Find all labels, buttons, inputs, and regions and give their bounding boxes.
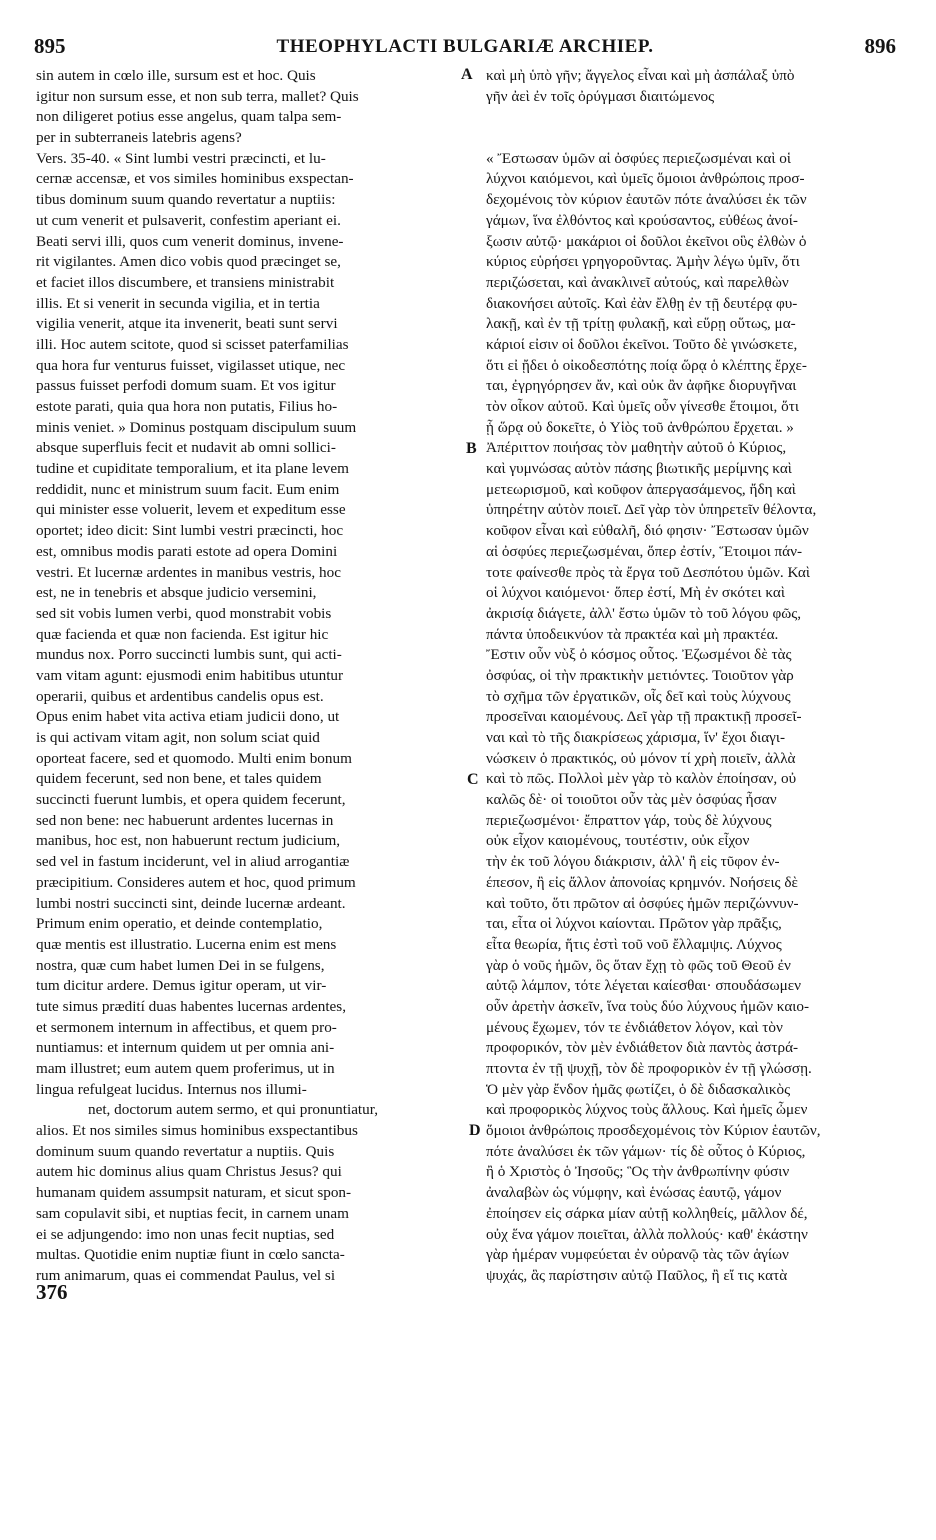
text-line: est, omnibus modis parati estote ad opera Domini [36,542,338,560]
text-line: illis. Et si venerit in secunda vigilia, et in tertia [36,294,320,312]
text-line: passus fuisset perfodi domum suam. Et vos igitur [36,377,336,395]
text-line: sin autem in cœlo ille, sursum est et hoc. Quis [36,67,316,84]
text-line: quæ mentis est illustratio. Lucerna enim est mens [36,935,337,953]
text-line: illi. Hoc autem scitote, quod si scisset paterfamilias [36,335,349,353]
text-line: sed non bene: nec habuerunt ardentes lucernas in [36,811,334,829]
text-line: διακονήσει αὐτοῖς. Καὶ ἐὰν ἔλθῃ ἐν τῇ δευτέρᾳ φυ- [486,294,798,312]
text-line: οὐχ ἕνα γάμον ποιεῖται, ἀλλὰ πολλούς· καθ' ἑκάστην [486,1225,808,1243]
text-line: rum animarum, quas ei commendat Paulus, vel si [36,1266,336,1284]
text-line: οὖν ἀρετὴν ἀσκεῖν, ἵνα τοὺς δύο λύχνους ἡμῶν καιο- [486,997,810,1015]
text-line: tute simus prædití duas habentes lucernas ardentes, [36,997,347,1015]
text-line: minis veniet. » Dominus postquam discipulum suum [36,418,357,436]
text-line: sed vel in fastum inciderunt, vel in aliud arrogantiæ [36,853,350,871]
text-line: multas. Quotidie enim nuptiæ fiunt in cœlo sancta- [36,1246,345,1264]
text-line: Opus enim habet vita activa etiam judicii dono, ut [36,708,340,726]
text-line: sam copulavit sibi, et nuptias fecit, in carnem unam [36,1204,349,1222]
text-line [486,128,898,149]
text-line: ξωσιν αὐτῷ· μακάριοι οἱ δοῦλοι ἐκεῖνοι οὓς ἐλθὼν ὁ [486,232,807,250]
page-header [34,34,896,62]
text-line: καλῶς δὲ· οἱ τοιοῦτοι οὖν τὰς μὲν ὀσφύας ἦσαν [486,791,777,809]
text-line: ται, ἐγρηγόρησεν ἄν, καὶ οὐκ ἂν ἀφῆκε διορυγῆναι [486,377,797,395]
text-line: ut cum venerit et pulsaverit, confestim aperiant ei. [36,211,341,229]
text-line: αὐτῷ λάμπον, τότε λέγεται καίεσθαι· σπουδάσωμεν [486,977,801,995]
text-line: nostra, quæ cum habet lumen Dei in se fulgens, [36,956,325,974]
text-line: τοτε φαίνεσθε πρὸς τὰ ἔργα τοῦ Δεσπότου ὑμῶν. Καὶ [486,563,810,581]
text-line: humanam quidem assumpsit naturam, et sicut spon- [36,1184,352,1202]
text-line: quidem fecerunt, sed non bene, et tales quidem [36,770,322,788]
running-title: THEOPHYLACTI BULGARIÆ ARCHIEP. [276,36,654,57]
text-line: ei se adjungendo: imo non unas fecit nuptias, sed [36,1225,335,1243]
text-line: ὀσφύας, οἱ τὴν πρακτικὴν μετιόντες. Τοιοῦτον γὰρ [486,666,794,684]
text-line: τὸν οἶκον αὐτοῦ. Καὶ ὑμεῖς οὖν γίνεσθε ἕτοιμοι, ὅτι [486,398,799,415]
text-line: μετεωρισμοῦ, καὶ κοῦφον ἀπεργασάμενος, ἤδη καὶ [486,480,796,498]
text-line: mam illustret; eum autem quem proferimus, ut in [36,1060,335,1077]
text-line: et sermonem internum in affectibus, et quem pro- [36,1018,337,1036]
text-line: καὶ τοῦτο, ὅτι πρῶτον αἱ ὀσφύες ἡμῶν περιζώννυν- [486,894,799,912]
text-line: πτοντα ἐν τῇ ψυχῇ, τὸν δὲ προφορικὸν ἐν τῇ γλώσσῃ. [486,1060,812,1077]
text-line: τὴν ἐκ τοῦ λόγου διάκρισιν, ἀλλ' ἢ εἰς τῦφον ἐν- [486,853,780,871]
text-line: autem hic dominus alius quam Christus Jesus? qui [36,1163,342,1181]
text-line: rit vigilantes. Amen dico vobis quod præcinget se, [36,253,341,271]
text-line: nuntiamus: et internum quidem ut per omnia ani- [36,1039,335,1057]
text-line: οὐκ εἶχον καιομένους, τουτέστιν, οὐκ εἶχον [486,832,750,850]
text-line: ἀκρισίᾳ διάγετε, ἀλλ' ἔστω ὑμῶν τὸ τοῦ λόγου φῶς, [486,604,802,622]
text-line: καὶ προφορικὸς λύχνος τοὺς ἄλλους. Καὶ ἡμεῖς ὦμεν [486,1101,808,1119]
text-line: oporteat facere, sed et quomodo. Multi enim bonum [36,749,352,767]
text-line: et faciet illos discumbere, et transiens ministrabit [36,273,335,291]
text-line: ᾗ ὥρᾳ οὐ δοκεῖτε, ὁ Υἱὸς τοῦ ἀνθρώπου ἔρχεται. » [486,418,794,436]
text-line: cernæ accensæ, et vos similes hominibus exspectan- [36,170,354,188]
text-line: ὅτι εἰ ᾔδει ὁ οἰκοδεσπότης ποίᾳ ὥρᾳ ὁ κλέπτης ἔρχε- [486,356,807,374]
text-line: ἀναλαβὼν ὡς νύμφην, καὶ ἑνώσας ἑαυτῷ, γάμον [486,1184,782,1202]
text-line: πάντα ὑποδεικνύον τὰ πρακτέα καὶ μὴ πρακτέα. [486,625,779,643]
text-line: quæ facienda et quæ non facienda. Est igitur hic [36,625,329,643]
text-line: λύχνοι καιόμενοι, καὶ ὑμεῖς ὅμοιοι ἀνθρώποις προσ- [486,170,805,188]
text-line: έπεσον, ἢ εἰς ἄλλον ἀπονοίας κρημνόν. Νοήσεις δὲ [486,873,798,891]
text-line: Vers. 35-40. « Sint lumbi vestri præcincti, et lu- [36,149,326,167]
text-line: tibus dominum suum quando revertatur a nuptiis: [36,191,336,209]
latin-column [36,66,472,1287]
text-line: absque superfluis fecit et nudavit ab omni sollici- [36,439,336,457]
text-line: γάμων, ἵνα ἐλθόντος καὶ κρούσαντος, εὐθέως ἀνοί- [486,211,798,229]
text-line: ναι καὶ τὸ τῆς διακρίσεως χάρισμα, ἵν' ἔχοι διαγι- [486,729,786,746]
text-line: τὸ σχῆμα τῶν ἐργατικῶν, οἷς δεῖ καὶ τοὺς λύχνους [486,687,791,705]
text-line: reddidit, nunc et ministrum suum facit. Eum enim [36,480,340,498]
text-line: manibus, hoc est, non habuerunt rectum judicium, [36,832,341,850]
text-line: lingua refulgeat lucidus. Internus nos illumi- [36,1080,307,1098]
text-line: λακῇ, καὶ ἐν τῇ τρίτῃ φυλακῇ, καὶ εὕρῃ οὕτως, μα- [486,315,796,333]
text-line: εἶτα θεωρία, ἥτις ἐστὶ τοῦ νοῦ ἔλλαμψις. Λύχνος [486,935,782,953]
margin-letter-a: A [461,66,473,83]
text-line: κάριοί εἰσιν οἱ δοῦλοι ἐκεῖνοι. Τοῦτο δὲ γινώσκετε, [486,335,798,353]
text-line: Beati servi illi, quos cum venerit dominus, invene- [36,232,344,250]
text-line: alios. Et nos similes simus hominibus exspectantibus [36,1122,358,1140]
text-line: γὰρ ἡμέραν νυμφεύεται ἐν οὐρανῷ τὰς τῶν ἁγίων [486,1246,789,1264]
text-line: αἱ ὀσφύες περιεζωσμέναι, ὅπερ ἐστίν, Ἕτοιμοι πάν- [486,542,803,560]
text-line: tum dicitur ardere. Demus igitur operam, ut vir- [36,977,327,995]
text-line: ται, εἶτα οἱ λύχνοι καίονται. Πρῶτον γὰρ πρᾶξις, [486,915,782,933]
text-line: ἢ ὁ Χριστὸς ὁ Ἰησοῦς; Ὃς τὴν ἀνθρωπίνην φύσιν [486,1163,790,1181]
text-line: προφορικόν, τὸν μὲν ἐνδιάθετον διὰ παντὸς ἀστρά- [486,1039,799,1057]
text-line: estote parati, quia qua hora non putatis, Filius ho- [36,398,338,415]
text-line: est, ne in tenebris et absque judicio versemini, [36,584,317,602]
text-line: καὶ γυμνώσας αὐτὸν πάσης βιωτικῆς μερίμνης καὶ [486,460,792,478]
text-line: igitur non sursum esse, et non sub terra, mallet? Quis [36,87,359,105]
text-line: non diligeret potius esse angelus, quam talpa sem- [36,108,342,126]
text-line: κοῦφον εἶναι καὶ εὐθαλῆ, διό φησιν· Ἔστωσαν ὑμῶν [486,522,809,540]
text-line: ἐποίησεν εἰς σάρκα μίαν αὐτῇ κολληθείς, μᾶλλον δέ, [486,1204,808,1222]
text-line: Ὁ μὲν γὰρ ἔνδον ἡμᾶς φωτίζει, ὁ δὲ διδασκαλικὸς [486,1080,791,1098]
text-line: προσεῖναι καιομένους. Δεῖ γὰρ τῇ πρακτικῇ προσεῖ- [486,708,802,726]
column-number: 376 [36,1280,68,1304]
margin-letter-b: B [466,440,477,457]
text-line: νώσκειν ὁ πρακτικός, οὐ μόνον τί χρὴ ποιεῖν, ἀλλὰ [486,749,796,767]
text-line: πότε ἀναλύσει ἐκ τῶν γάμων· τίς δὲ οὗτος ὁ Κύριος, [486,1142,806,1160]
text-line: κύριος εὑρήσει γρηγοροῦντας. Ἀμὴν λέγω ὑμῖν, ὅτι [486,253,800,271]
greek-column [486,66,898,1287]
text-line: tudine et cupiditate temporalium, et ita plane levem [36,460,349,478]
text-line [486,107,898,128]
page-number-right: 896 [864,34,896,58]
text-line: sed sit vobis lumen verbi, quod monstrabit vobis [36,604,332,622]
text-line: οἱ λύχνοι καιόμενοι· ὅπερ ἐστί, Μὴ ἐν σκότει καὶ [486,584,785,602]
text-line: qua hora fur venturus fuisset, vigilasset utique, nec [36,356,346,374]
text-line: Primum enim operatio, et deinde contemplatio, [36,915,323,933]
text-line: vestri. Et lucernæ ardentes in manibus vestris, hoc [36,563,341,581]
text-line: καὶ μὴ ὑπὸ γῆν; ἄγγελος εἶναι καὶ μὴ ἀσπάλαξ ὑπὸ [486,67,795,84]
text-line: lumbi nostri succincti sint, deinde lucernæ ardeant. [36,894,346,912]
text-line: Ἀπέριττον ποιήσας τὸν μαθητὴν αὐτοῦ ὁ Κύριος, [486,439,787,457]
text-line: περιεζωσμένοι· ἔπραττον γάρ, τοὺς δὲ λύχνους [486,811,772,829]
text-line: δεχομένοις τὸν κύριον ἑαυτῶν πότε ἀναλύσει ἐκ τῶν [486,191,807,209]
text-line: περιζώσεται, καὶ ἀνακλινεῖ αὐτούς, καὶ παρελθὼν [486,273,789,291]
text-line: oportet; ideo dicit: Sint lumbi vestri præcincti, hoc [36,522,344,540]
text-line: γῆν ἀεὶ ἐν τοῖς ὀρύγμασι διαιτώμενος [486,87,715,105]
text-line: mundus nox. Porro succincti lumbis sunt, qui acti- [36,646,342,664]
text-line: dominum suum quando revertatur a nuptiis. Quis [36,1142,335,1160]
margin-letter-c: C [467,771,479,788]
text-line: net, doctorum autem sermo, et qui pronuntiatur, [88,1101,378,1119]
text-line: is qui activam vitam agit, non solum sciat quid [36,729,320,746]
text-line: vigilia venerit, atque ita invenerit, beati sunt servi [36,315,338,333]
margin-letter-d: D [469,1122,481,1139]
text-line: per in subterraneis latebris agens? [36,129,242,147]
text-line: ψυχάς, ἃς παρίστησιν αὐτῷ Παῦλος, ἢ εἴ τις κατὰ [486,1266,788,1284]
text-line: qui minister esse voluerit, levem et expeditum esse [36,501,346,519]
text-line: « Ἔστωσαν ὑμῶν αἱ ὀσφύες περιεζωσμέναι καὶ οἱ [486,149,791,167]
text-line: Ἔστιν οὖν νὺξ ὁ κόσμος οὗτος. Ἐζωσμένοι δὲ τὰς [486,646,792,664]
text-line: operarii, quibus et ardentibus candelis opus est. [36,687,324,705]
page-number-left: 895 [34,34,66,58]
text-line: μένους ἔχωμεν, τόν τε ἐνδιάθετον λόγον, καὶ τὸν [486,1018,783,1036]
text-line: γὰρ ὁ νοῦς ἡμῶν, ὃς ὅταν ἔχῃ τὸ φῶς τοῦ Θεοῦ ἐν [486,956,791,974]
text-line: καὶ τὸ πῶς. Πολλοὶ μὲν γὰρ τὸ καλὸν ἐποίησαν, οὐ [486,770,797,788]
text-line: ὑπηρέτην αὐτὸν ποιεῖ. Δεῖ γὰρ τὸν ὑπηρετεῖν θέλοντα, [486,501,817,519]
text-line: ὅμοιοι ἀνθρώποις προσδεχομένοις τὸν Κύριον ἑαυτῶν, [486,1122,821,1140]
text-line: vam vitam agunt: ejusmodi enim habitibus utuntur [36,666,344,684]
text-line: succincti fuerunt lumbis, et opera quidem fecerunt, [36,791,346,809]
text-line: præcipitium. Consideres autem et hoc, quod primum [36,873,356,891]
